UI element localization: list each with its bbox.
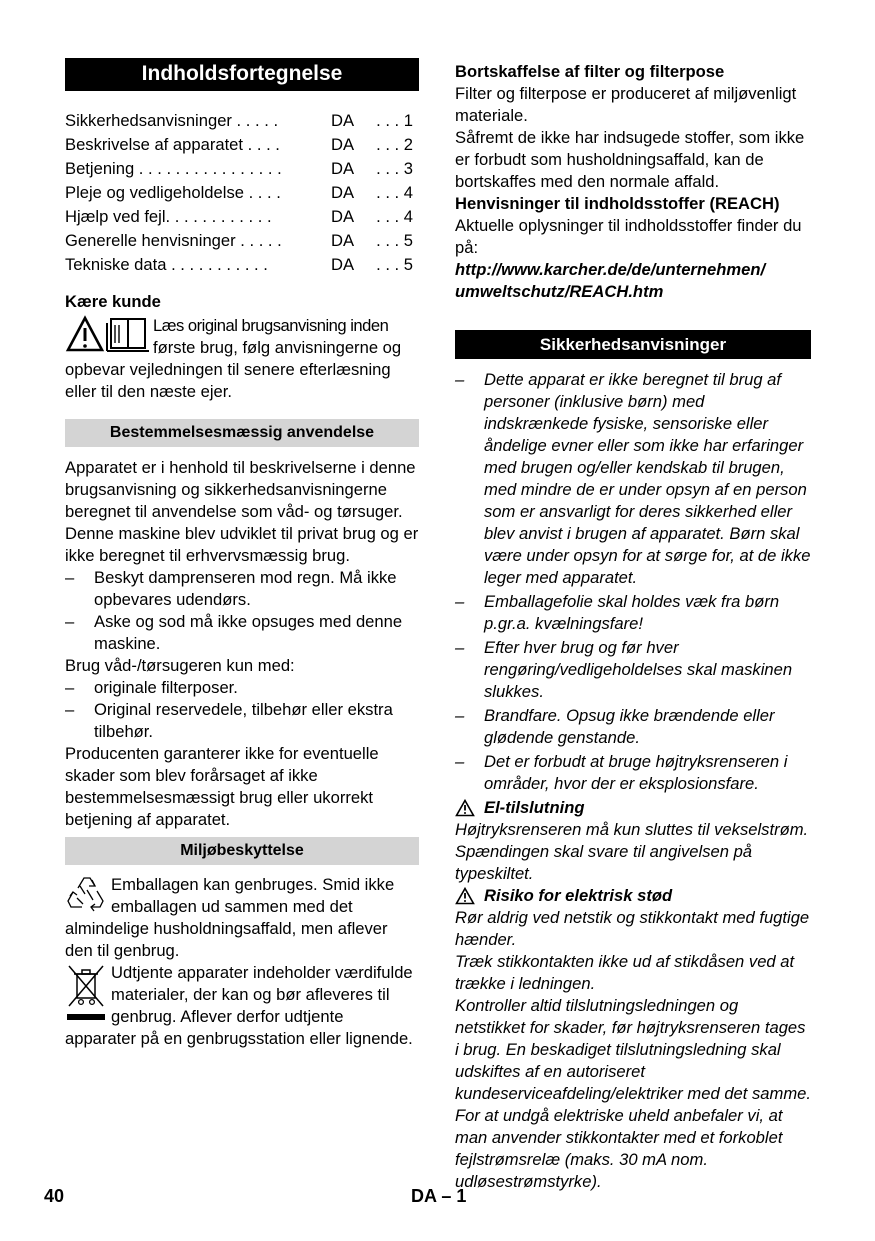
toc-entry-page: . . . 1 [376, 111, 413, 130]
shock-p1: Rør aldrig ved netstik og stikkontakt med fugtige hænder. [455, 908, 810, 949]
toc-entry[interactable] [65, 133, 419, 157]
safety-list [455, 369, 811, 795]
disposal-p2: Såfremt de ikke har indsugede stoffer, som ikke er forbudt som husholdningsaffald, kan de bortskaffes med den normale affald. [455, 128, 805, 191]
toc-entry-lang: DA [331, 255, 355, 274]
el-connection-heading [455, 797, 811, 819]
customer-intro [65, 315, 419, 403]
toc-entry[interactable] [65, 229, 419, 253]
toc-entry-lang: DA [331, 135, 355, 154]
left-column [65, 58, 419, 1050]
list-item: – Brandfare. Opsug ikke brændende eller glødende genstande. [455, 705, 811, 749]
right-column [455, 58, 811, 1193]
reach-url-line1[interactable]: http://www.karcher.de/de/unternehmen/ [455, 260, 766, 279]
toc-entry-lang: DA [331, 159, 355, 178]
table-of-contents [65, 109, 419, 277]
list-item: – Dette apparat er ikke beregnet til brug af personer (inklusive børn) med indskrænkede fysiske, sensoriske eller åndelige evner eller som ikke har erfaringer med brugen og/eller kendskab til brugen, med mindre de er under opsyn af en person som er ansvarligt for deres sikkerhed eller blev anvist i brugen af apparatet. Børn skal være under opsyn for at sørge for, at de ikke leger med apparatet. [455, 369, 811, 589]
toc-entry-page: . . . 4 [376, 207, 413, 226]
toc-entry-page: . . . 5 [376, 231, 413, 250]
reach-heading: Henvisninger til indholdsstoffer (REACH) [455, 194, 780, 213]
toc-entry-title: Tekniske data . . . . . . . . . . . [65, 255, 268, 274]
intended-use-p1: Apparatet er i henhold til beskrivelserne i denne brugsanvisning og sikkerhedsanvisningerne beregnet til anvendelse som våd- og tørsuger. [65, 458, 416, 521]
list-item: – Original reservedele, tilbehør eller ekstra tilbehør. [65, 699, 419, 743]
toc-entry[interactable] [65, 157, 419, 181]
toc-entry-title: Generelle henvisninger . . . . . [65, 231, 282, 250]
list-item: – Beskyt damprenseren mod regn. Må ikke opbevares udendørs. [65, 567, 419, 611]
el-connection-text: Højtryksrenseren må kun sluttes til vekselstrøm. Spændingen skal svare til angivelsen på typeskiltet. [455, 820, 809, 883]
list-item: – Emballagefolie skal holdes væk fra børn p.gr.a. kvælningsfare! [455, 591, 811, 635]
warning-icon [455, 799, 475, 817]
recycle-icon [65, 874, 107, 914]
crossed-bin-icon [65, 962, 107, 1026]
toc-entry-page: . . . 2 [376, 135, 413, 154]
safety-heading: Sikkerhedsanvisninger [455, 330, 811, 359]
customer-text-line1: Læs original brugsanvisning inden [153, 316, 389, 335]
environment-recycle-block [65, 874, 419, 962]
warning-manual-icon [65, 315, 149, 355]
toc-entry[interactable] [65, 205, 419, 229]
customer-text-rest: opbevar vejledningen til senere efterlæsning eller til den næste ejer. [65, 360, 391, 401]
electric-shock-heading [455, 885, 811, 907]
toc-entry-title: Beskrivelse af apparatet . . . . [65, 135, 280, 154]
shock-p4: For at undgå elektriske uheld anbefaler vi, at man anvender stikkontakter med et forkoblet fejlstrømsrelæ (maks. 30 mA nom. udløsestrømstyrke). [455, 1106, 783, 1191]
toc-entry-title: Betjening . . . . . . . . . . . . . . . . [65, 159, 282, 178]
list-item: – originale filterposer. [65, 677, 419, 699]
toc-heading: Indholdsfortegnelse [65, 58, 419, 91]
toc-entry[interactable] [65, 109, 419, 133]
customer-text-line2: første brug, følg anvisningerne og [153, 338, 402, 357]
toc-entry-lang: DA [331, 183, 355, 202]
toc-entry-page: . . . 5 [376, 255, 413, 274]
toc-entry-title: Hjælp ved fejl. . . . . . . . . . . . [65, 207, 272, 226]
intended-use-p2: Denne maskine blev udviklet til privat brug og er ikke beregnet til erhvervsmæssig brug. [65, 524, 419, 565]
toc-entry-title: Sikkerhedsanvisninger . . . . . [65, 111, 279, 130]
toc-entry-page: . . . 3 [376, 159, 413, 178]
toc-entry[interactable] [65, 181, 419, 205]
list-item: – Aske og sod må ikke opsuges med denne maskine. [65, 611, 419, 655]
toc-entry-page: . . . 4 [376, 183, 413, 202]
customer-heading: Kære kunde [65, 292, 161, 311]
page-label: DA – 1 [411, 1186, 467, 1206]
intended-use-list2 [65, 677, 419, 743]
intended-use-list1 [65, 567, 419, 655]
disposal-heading: Bortskaffelse af filter og filterpose [455, 62, 725, 81]
environment-p1: Emballagen kan genbruges. Smid ikke emballagen ud sammen med det almindelige husholdningsaffald, men aflever den til genbrug. [65, 875, 395, 960]
reach-url-line2[interactable]: umweltschutz/REACH.htm [455, 282, 664, 301]
shock-p3: Kontroller altid tilslutningsledningen og netstikket for skader, før højtryksrenseren tages i brug. En beskadiget tilslutningsledning skal udskiftes af en autoriseret kundeserviceafdeling/elektriker med det samme. [455, 996, 812, 1103]
el-connection-heading-text: El-tilslutning [484, 798, 585, 817]
toc-entry[interactable] [65, 253, 419, 277]
intended-use-heading: Bestemmelsesmæssig anvendelse [65, 419, 419, 447]
environment-disposal-block [65, 962, 419, 1050]
list-item: – Efter hver brug og før hver rengøring/vedligeholdelses skal maskinen slukkes. [455, 637, 811, 703]
intended-use-p3: Brug våd-/tørsugeren kun med: [65, 656, 295, 675]
list-item: – Det er forbudt at bruge højtryksrenseren i områder, hvor der er eksplosionsfare. [455, 751, 811, 795]
environment-p2: Udtjente apparater indeholder værdifulde materialer, der kan og bør afleveres til genbrug. Aflever derfor udtjente apparater på en genbrugsstation eller lignende. [65, 963, 413, 1048]
toc-entry-lang: DA [331, 231, 355, 250]
environment-heading: Miljøbeskyttelse [65, 837, 419, 865]
page-number: 40 [44, 1186, 65, 1206]
intended-use-p4: Producenten garanterer ikke for eventuelle skader som blev forårsaget af ikke bestemmelsesmæssigt brug eller ukorrekt betjening af apparatet. [65, 744, 379, 829]
toc-entry-lang: DA [331, 111, 355, 130]
warning-icon [455, 887, 475, 905]
toc-entry-lang: DA [331, 207, 355, 226]
disposal-p1: Filter og filterpose er produceret af miljøvenligt materiale. [455, 84, 797, 125]
reach-p1: Aktuelle oplysninger til indholdsstoffer finder du på: [455, 216, 802, 257]
electric-shock-heading-text: Risiko for elektrisk stød [484, 886, 673, 905]
toc-entry-title: Pleje og vedligeholdelse . . . . [65, 183, 281, 202]
shock-p2: Træk stikkontakten ikke ud af stikdåsen ved at trække i ledningen. [455, 952, 795, 993]
